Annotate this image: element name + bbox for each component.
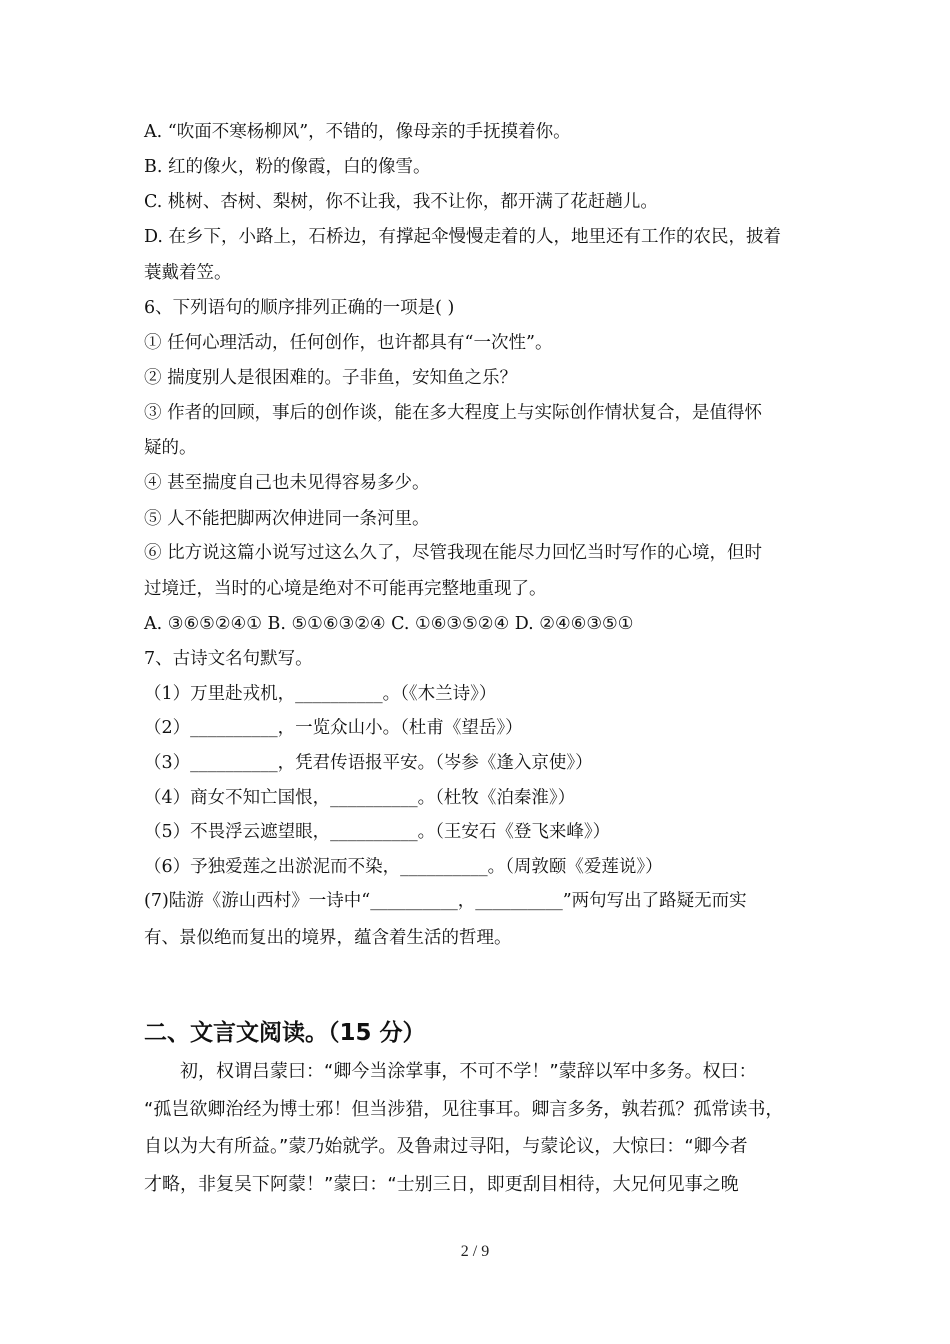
q5-option-d-cont: 蓑戴着笠。 xyxy=(144,263,232,283)
q6-item-5: ⑤ 人不能把脚两次伸进同一条河里。 xyxy=(144,509,430,529)
q7-stem: 7、古诗文名句默写。 xyxy=(144,649,313,669)
q7-item-1: （1）万里赴戎机，__________。（《木兰诗》） xyxy=(144,684,497,704)
page-number: 2 / 9 xyxy=(460,1243,490,1260)
q5-option-b: B. 红的像火，粉的像霞，白的像雪。 xyxy=(144,157,431,177)
passage-line-4: 才略，非复吴下阿蒙！”蒙曰：“士别三日，即更刮目相待，大兄何见事之晚 xyxy=(144,1174,739,1195)
q7-item-3: （3）__________，凭君传语报平安。（岑参《逢入京使》） xyxy=(144,753,593,773)
q7-item-6: （6）予独爱莲之出淤泥而不染，__________。（周敦颐《爱莲说》） xyxy=(144,857,663,877)
q6-stem: 6、下列语句的顺序排列正确的一项是( ) xyxy=(144,298,455,318)
q7-item-7-cont: 有、景似绝而复出的境界，蕴含着生活的哲理。 xyxy=(144,928,512,948)
q5-option-c: C. 桃树、杏树、梨树，你不让我，我不让你，都开满了花赶趟儿。 xyxy=(144,192,658,212)
q6-options: A. ③⑥⑤②④① B. ⑤①⑥③②④ C. ①⑥③⑤②④ D. ②④⑥③⑤① xyxy=(144,614,634,634)
q6-item-2: ② 揣度别人是很困难的。子非鱼，安知鱼之乐？ xyxy=(144,368,518,388)
q7-item-2: （2）__________，一览众山小。（杜甫《望岳》） xyxy=(144,718,523,738)
q7-item-7: (7)陆游《游山西村》一诗中“__________，__________”两句写出了路疑无而实 xyxy=(144,891,747,911)
q6-item-6: ⑥ 比方说这篇小说写过这么久了，尽管我现在能尽力回忆当时写作的心境，但时 xyxy=(144,543,763,563)
q6-item-6-cont: 过境迁，当时的心境是绝对不可能再完整地重现了。 xyxy=(144,579,547,599)
passage-line-1: 初，权谓吕蒙曰：“卿今当涂掌事，不可不学！”蒙辞以军中多务。权曰： xyxy=(144,1061,757,1082)
q7-item-4: （4）商女不知亡国恨，__________。（杜牧《泊秦淮》） xyxy=(144,788,576,808)
passage-line-2: “孤岂欲卿治经为博士邪！但当涉猎，见往事耳。卿言多务，孰若孤？孤常读书， xyxy=(144,1099,784,1120)
passage-line-3: 自以为大有所益。”蒙乃始就学。及鲁肃过寻阳，与蒙论议，大惊曰：“卿今者 xyxy=(144,1136,748,1157)
q6-item-1: ① 任何心理活动，任何创作，也许都具有“一次性”。 xyxy=(144,333,553,353)
q5-option-a: A. “吹面不寒杨柳风”，不错的，像母亲的手抚摸着你。 xyxy=(144,122,571,142)
q6-item-4: ④ 甚至揣度自己也未见得容易多少。 xyxy=(144,473,430,493)
q7-item-5: （5）不畏浮云遮望眼，__________。（王安石《登飞来峰》） xyxy=(144,822,611,842)
section-heading: 二、文言文阅读。（15 分） xyxy=(144,1020,426,1046)
q6-item-3: ③ 作者的回顾，事后的创作谈，能在多大程度上与实际创作情状复合，是值得怀 xyxy=(144,403,763,423)
q6-item-3-cont: 疑的。 xyxy=(144,438,197,458)
q5-option-d: D. 在乡下，小路上，石桥边，有撑起伞慢慢走着的人，地里还有工作的农民，披着 xyxy=(144,227,782,247)
